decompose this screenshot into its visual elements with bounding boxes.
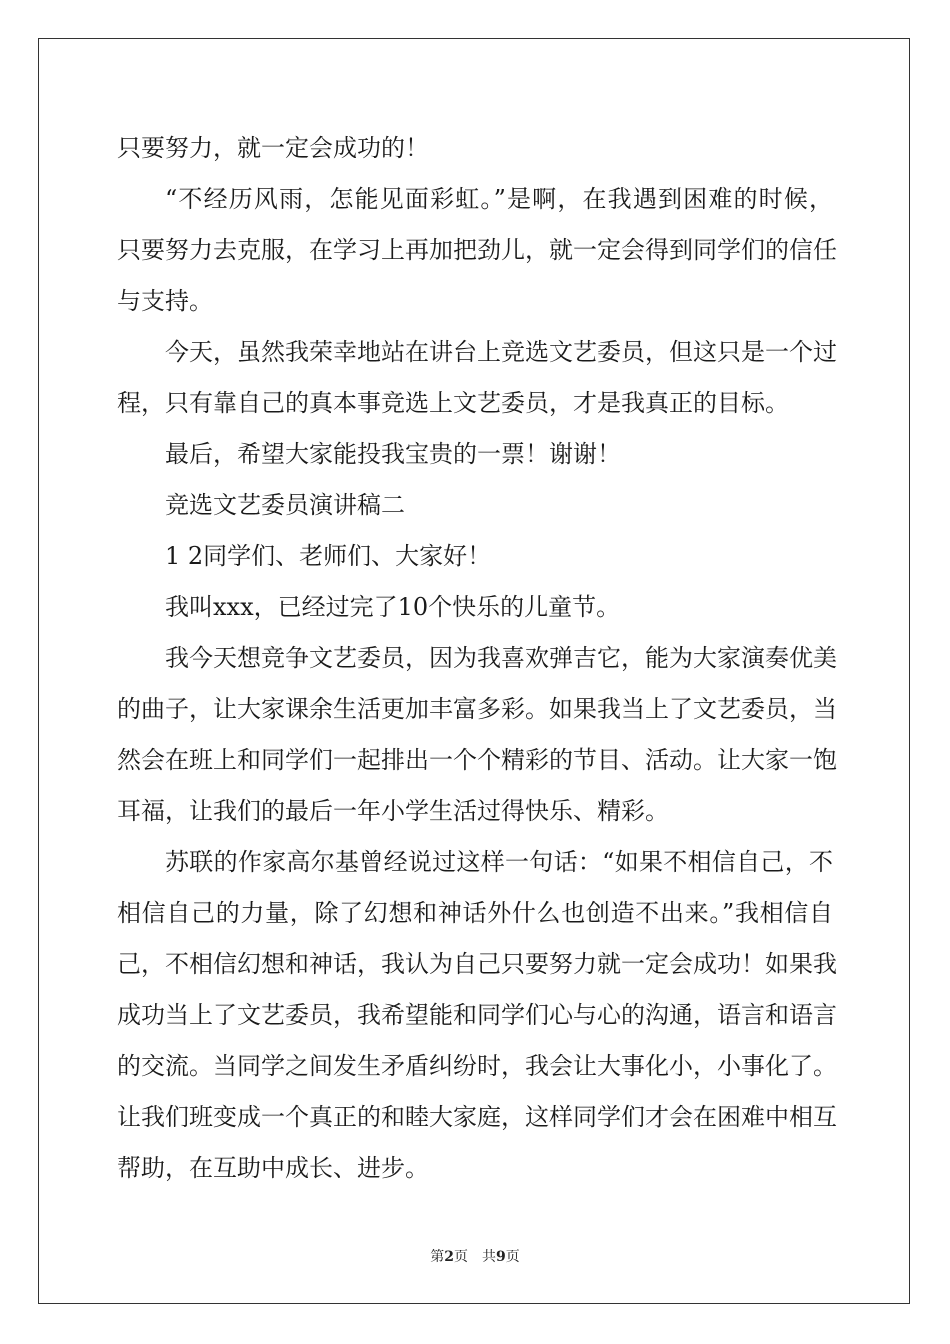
- text-line: 己，不相信幻想和神话，我认为自己只要努力就一定会成功！如果我: [117, 950, 837, 978]
- text-line: 最后，希望大家能投我宝贵的一票！谢谢！: [165, 440, 621, 468]
- text-line: 的曲子，让大家课余生活更加丰富多彩。如果我当上了文艺委员，当: [117, 695, 837, 723]
- text-line: 然会在班上和同学们一起排出一个个精彩的节目、活动。让大家一饱: [117, 746, 837, 774]
- text-line: 只要努力，就一定会成功的！: [117, 134, 429, 162]
- page-footer: [0, 1246, 950, 1266]
- text-line: 帮助，在互助中成长、进步。: [117, 1154, 429, 1182]
- text-line: 我叫xxx，已经过完了10个快乐的儿童节。: [165, 593, 621, 621]
- text-line: 今天，虽然我荣幸地站在讲台上竞选文艺委员，但这只是一个过: [165, 338, 837, 366]
- text-line: 只要努力去克服，在学习上再加把劲儿，就一定会得到同学们的信任: [117, 236, 837, 264]
- page-prefix: 第: [430, 1249, 445, 1265]
- document-body: [117, 127, 837, 1198]
- text-line: 我今天想竞争文艺委员，因为我喜欢弹吉它，能为大家演奏优美: [165, 644, 837, 672]
- total-pages: 9: [496, 1249, 506, 1265]
- page-suffix: 页: [454, 1249, 468, 1265]
- text-line: 程，只有靠自己的真本事竞选上文艺委员，才是我真正的目标。: [117, 389, 789, 417]
- text-line: 苏联的作家高尔基曾经说过这样一句话：“如果不相信自己，不: [165, 848, 833, 876]
- text-line: “不经历风雨，怎能见面彩虹。”是啊，在我遇到困难的时候，: [165, 185, 833, 213]
- text-line: 让我们班变成一个真正的和睦大家庭，这样同学们才会在困难中相互: [117, 1103, 837, 1131]
- total-prefix: 共: [482, 1249, 496, 1265]
- section-heading: 竞选文艺委员演讲稿二: [165, 491, 405, 519]
- total-suffix: 页: [505, 1249, 520, 1265]
- text-line: 的交流。当同学之间发生矛盾纠纷时，我会让大事化小，小事化了。: [117, 1052, 837, 1080]
- text-line: 1 2同学们、老师们、大家好！: [165, 542, 492, 570]
- text-line: 相信自己的力量，除了幻想和神话外什么也创造不出来。”我相信自: [117, 899, 833, 927]
- text-line: 耳福，让我们的最后一年小学生活过得快乐、精彩。: [117, 797, 669, 825]
- text-line: 成功当上了文艺委员，我希望能和同学们心与心的沟通，语言和语言: [117, 1001, 837, 1029]
- page-number: 2: [444, 1249, 454, 1265]
- text-line: 与支持。: [117, 287, 213, 315]
